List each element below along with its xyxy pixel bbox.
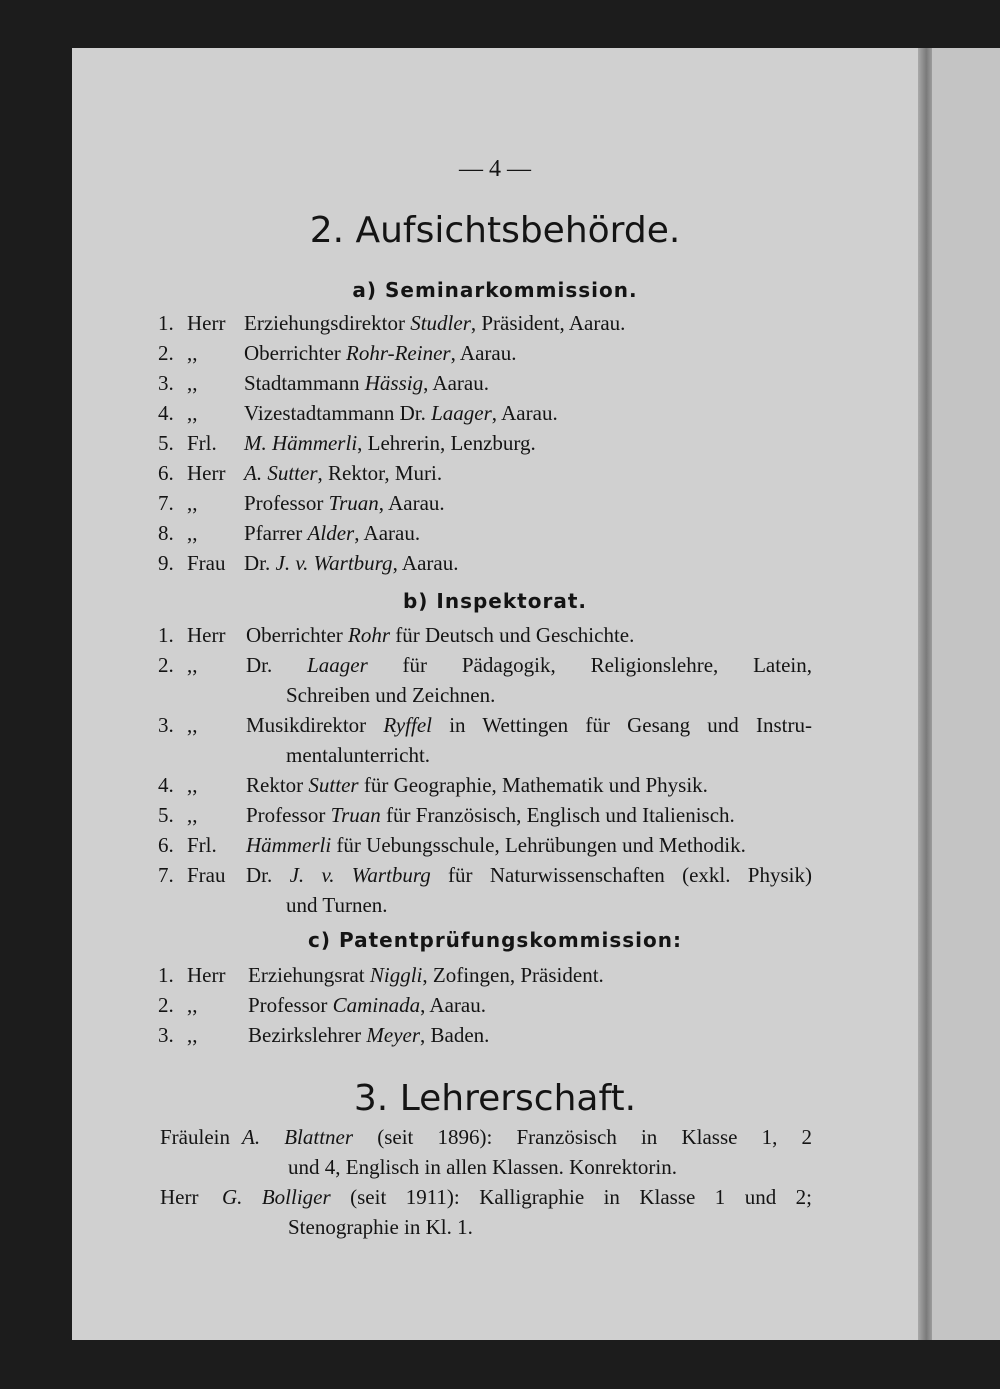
row-body — [246, 620, 634, 650]
row-title: Herr — [187, 623, 226, 647]
book-gutter — [918, 48, 932, 1340]
teacher-details: (seit 1911): Kalligraphie in Klasse 1 und 2; — [330, 1185, 812, 1209]
list-row — [72, 398, 918, 428]
list-row — [72, 488, 918, 518]
row-text: Vizestadtammann Dr. — [244, 401, 432, 425]
person-name: Ryffel — [383, 713, 432, 737]
row-text: Erziehungsrat — [248, 963, 370, 987]
person-name: A. Sutter — [244, 461, 318, 485]
row-number: 7. — [158, 491, 174, 515]
person-name: Rohr-Reiner — [346, 341, 451, 365]
person-name: M. Hämmerli — [244, 431, 358, 455]
list-row — [72, 990, 918, 1020]
person-name: J. v. Wartburg — [275, 551, 393, 575]
row-text: Stadtammann — [244, 371, 365, 395]
row-title: Herr — [187, 461, 226, 485]
row-text: , Lehrerin, Lenzburg. — [357, 431, 536, 455]
subsection-b-heading: b) Inspektorat. — [402, 589, 587, 613]
list-row — [72, 308, 918, 338]
row-body — [246, 800, 735, 830]
row-number: 6. — [158, 833, 174, 857]
row-text: , Aarau. — [491, 401, 558, 425]
row-text: Professor — [244, 491, 329, 515]
list-row — [72, 860, 918, 890]
row-title: ,, — [187, 653, 198, 677]
row-text: , Zofingen, Präsident. — [422, 963, 604, 987]
row-text: Pfarrer — [244, 521, 308, 545]
list-row — [72, 428, 918, 458]
row-text: für Uebungsschule, Lehrübungen und Methodik. — [331, 833, 746, 857]
list-row — [72, 620, 918, 650]
row-number: 7. — [158, 863, 174, 887]
person-name: Studler — [410, 311, 471, 335]
row-number: 9. — [158, 551, 174, 575]
teacher-entry — [72, 1182, 918, 1212]
row-title: ,, — [187, 401, 198, 425]
teacher-entry-continuation: und 4, Englisch in allen Klassen. Konrektorin. — [288, 1155, 678, 1179]
row-body — [246, 770, 708, 800]
person-name: Caminada — [332, 993, 421, 1017]
row-title: ,, — [187, 803, 198, 827]
row-title: ,, — [187, 713, 198, 737]
row-number: 5. — [158, 803, 174, 827]
row-text: Oberrichter — [244, 341, 347, 365]
list-row — [72, 770, 918, 800]
row-body — [244, 518, 420, 548]
row-number: 4. — [158, 773, 174, 797]
row-body — [246, 650, 812, 680]
section-3-title: 3. Lehrerschaft. — [353, 1078, 637, 1119]
row-body — [244, 368, 489, 398]
row-text: in Wettingen für Gesang und Instru- — [431, 713, 813, 737]
row-body — [244, 398, 558, 428]
teacher-entry — [72, 1122, 918, 1152]
row-title: Frl. — [187, 431, 217, 455]
row-text: Bezirkslehrer — [248, 1023, 367, 1047]
row-title: Herr — [187, 311, 226, 335]
row-number: 1. — [158, 311, 174, 335]
person-name: J. v. Wartburg — [289, 863, 431, 887]
row-number: 3. — [158, 1023, 174, 1047]
row-text: , Aarau. — [423, 371, 489, 395]
subsection-a-heading: a) Seminarkommission. — [352, 278, 638, 302]
row-body — [246, 860, 812, 890]
row-text: , Rektor, Muri. — [317, 461, 443, 485]
row-body — [248, 990, 486, 1020]
teacher-entry-continuation: Stenographie in Kl. 1. — [288, 1215, 473, 1239]
person-name: Sutter — [308, 773, 359, 797]
row-number: 6. — [158, 461, 174, 485]
row-body — [248, 1020, 489, 1050]
person-name: Laager — [431, 401, 492, 425]
row-number: 2. — [158, 653, 174, 677]
list-row — [72, 548, 918, 578]
row-body — [244, 488, 445, 518]
list-row — [72, 800, 918, 830]
document-page — [72, 48, 918, 1340]
person-name: Meyer — [366, 1023, 421, 1047]
row-text: , Aarau. — [450, 341, 517, 365]
list-row — [72, 368, 918, 398]
row-text: , Baden. — [420, 1023, 490, 1047]
row-text: für Französisch, Englisch und Italienisch. — [380, 803, 735, 827]
row-text: für Pädagogik, Religionslehre, Latein, — [367, 653, 812, 677]
row-text: für Naturwissenschaften (exkl. Physik) — [430, 863, 812, 887]
row-title: Frau — [187, 863, 226, 887]
person-name: Hämmerli — [246, 833, 332, 857]
row-text: , Präsident, Aarau. — [470, 311, 626, 335]
row-title: Frau — [187, 551, 226, 575]
row-body — [244, 308, 625, 338]
facing-page-edge — [932, 48, 1000, 1340]
row-body — [246, 710, 812, 740]
teacher-name: G. Bolliger — [222, 1185, 331, 1209]
row-text: Dr. — [244, 551, 276, 575]
row-number: 2. — [158, 341, 174, 365]
row-text: Professor — [246, 803, 331, 827]
row-title: ,, — [187, 371, 198, 395]
list-row — [72, 518, 918, 548]
list-row — [72, 1020, 918, 1050]
row-text: Rektor — [246, 773, 309, 797]
row-body — [244, 338, 517, 368]
row-text: Dr. — [246, 863, 290, 887]
row-text: Erziehungsdirektor — [244, 311, 411, 335]
row-title: Herr — [187, 963, 226, 987]
person-name: Rohr — [348, 623, 391, 647]
row-number: 2. — [158, 993, 174, 1017]
person-name: Niggli — [369, 963, 423, 987]
section-2-title: 2. Aufsichtsbehörde. — [309, 210, 681, 251]
list-row — [72, 960, 918, 990]
row-number: 4. — [158, 401, 174, 425]
page-number: — 4 — — [459, 156, 531, 182]
teacher-details: (seit 1896): Französisch in Klasse 1, 2 — [353, 1125, 812, 1149]
row-body — [248, 960, 604, 990]
row-title: ,, — [187, 993, 198, 1017]
teacher-salutation: Herr — [160, 1185, 199, 1209]
person-name: Alder — [307, 521, 355, 545]
row-text: , Aarau. — [378, 491, 445, 515]
person-name: Truan — [328, 491, 379, 515]
row-number: 1. — [158, 623, 174, 647]
row-title: ,, — [187, 1023, 198, 1047]
person-name: Truan — [330, 803, 381, 827]
row-title: ,, — [187, 521, 198, 545]
row-text: Musikdirektor — [246, 713, 384, 737]
list-row-continuation: mentalunterricht. — [286, 743, 431, 767]
row-title: ,, — [187, 341, 198, 365]
row-body — [244, 548, 458, 578]
row-text: , Aarau. — [392, 551, 459, 575]
row-title: ,, — [187, 773, 198, 797]
row-text: Oberrichter — [246, 623, 349, 647]
row-body — [246, 830, 746, 860]
row-text: Dr. — [246, 653, 308, 677]
row-body — [244, 458, 442, 488]
list-row — [72, 338, 918, 368]
teacher-text — [222, 1182, 812, 1212]
row-number: 8. — [158, 521, 174, 545]
list-row-continuation: Schreiben und Zeichnen. — [286, 683, 496, 707]
teacher-salutation: Fräulein — [160, 1125, 230, 1149]
person-name: Laager — [307, 653, 368, 677]
row-text: , Aarau. — [420, 993, 486, 1017]
person-name: Hässig — [364, 371, 424, 395]
list-row — [72, 650, 918, 680]
list-row — [72, 710, 918, 740]
row-body — [244, 428, 536, 458]
list-row — [72, 830, 918, 860]
row-title: Frl. — [187, 833, 217, 857]
row-number: 5. — [158, 431, 174, 455]
list-row — [72, 458, 918, 488]
list-row-continuation: und Turnen. — [286, 893, 388, 917]
row-title: ,, — [187, 491, 198, 515]
row-text: , Aarau. — [354, 521, 421, 545]
row-text: für Deutsch und Geschichte. — [390, 623, 635, 647]
row-text: Professor — [248, 993, 333, 1017]
row-text: für Geographie, Mathematik und Physik. — [358, 773, 708, 797]
teacher-name: A. Blattner — [242, 1125, 354, 1149]
row-number: 3. — [158, 713, 174, 737]
row-number: 1. — [158, 963, 174, 987]
subsection-c-heading: c) Patentprüfungskommission: — [308, 928, 682, 952]
row-number: 3. — [158, 371, 174, 395]
teacher-text — [242, 1122, 812, 1152]
page-content — [72, 48, 918, 1340]
